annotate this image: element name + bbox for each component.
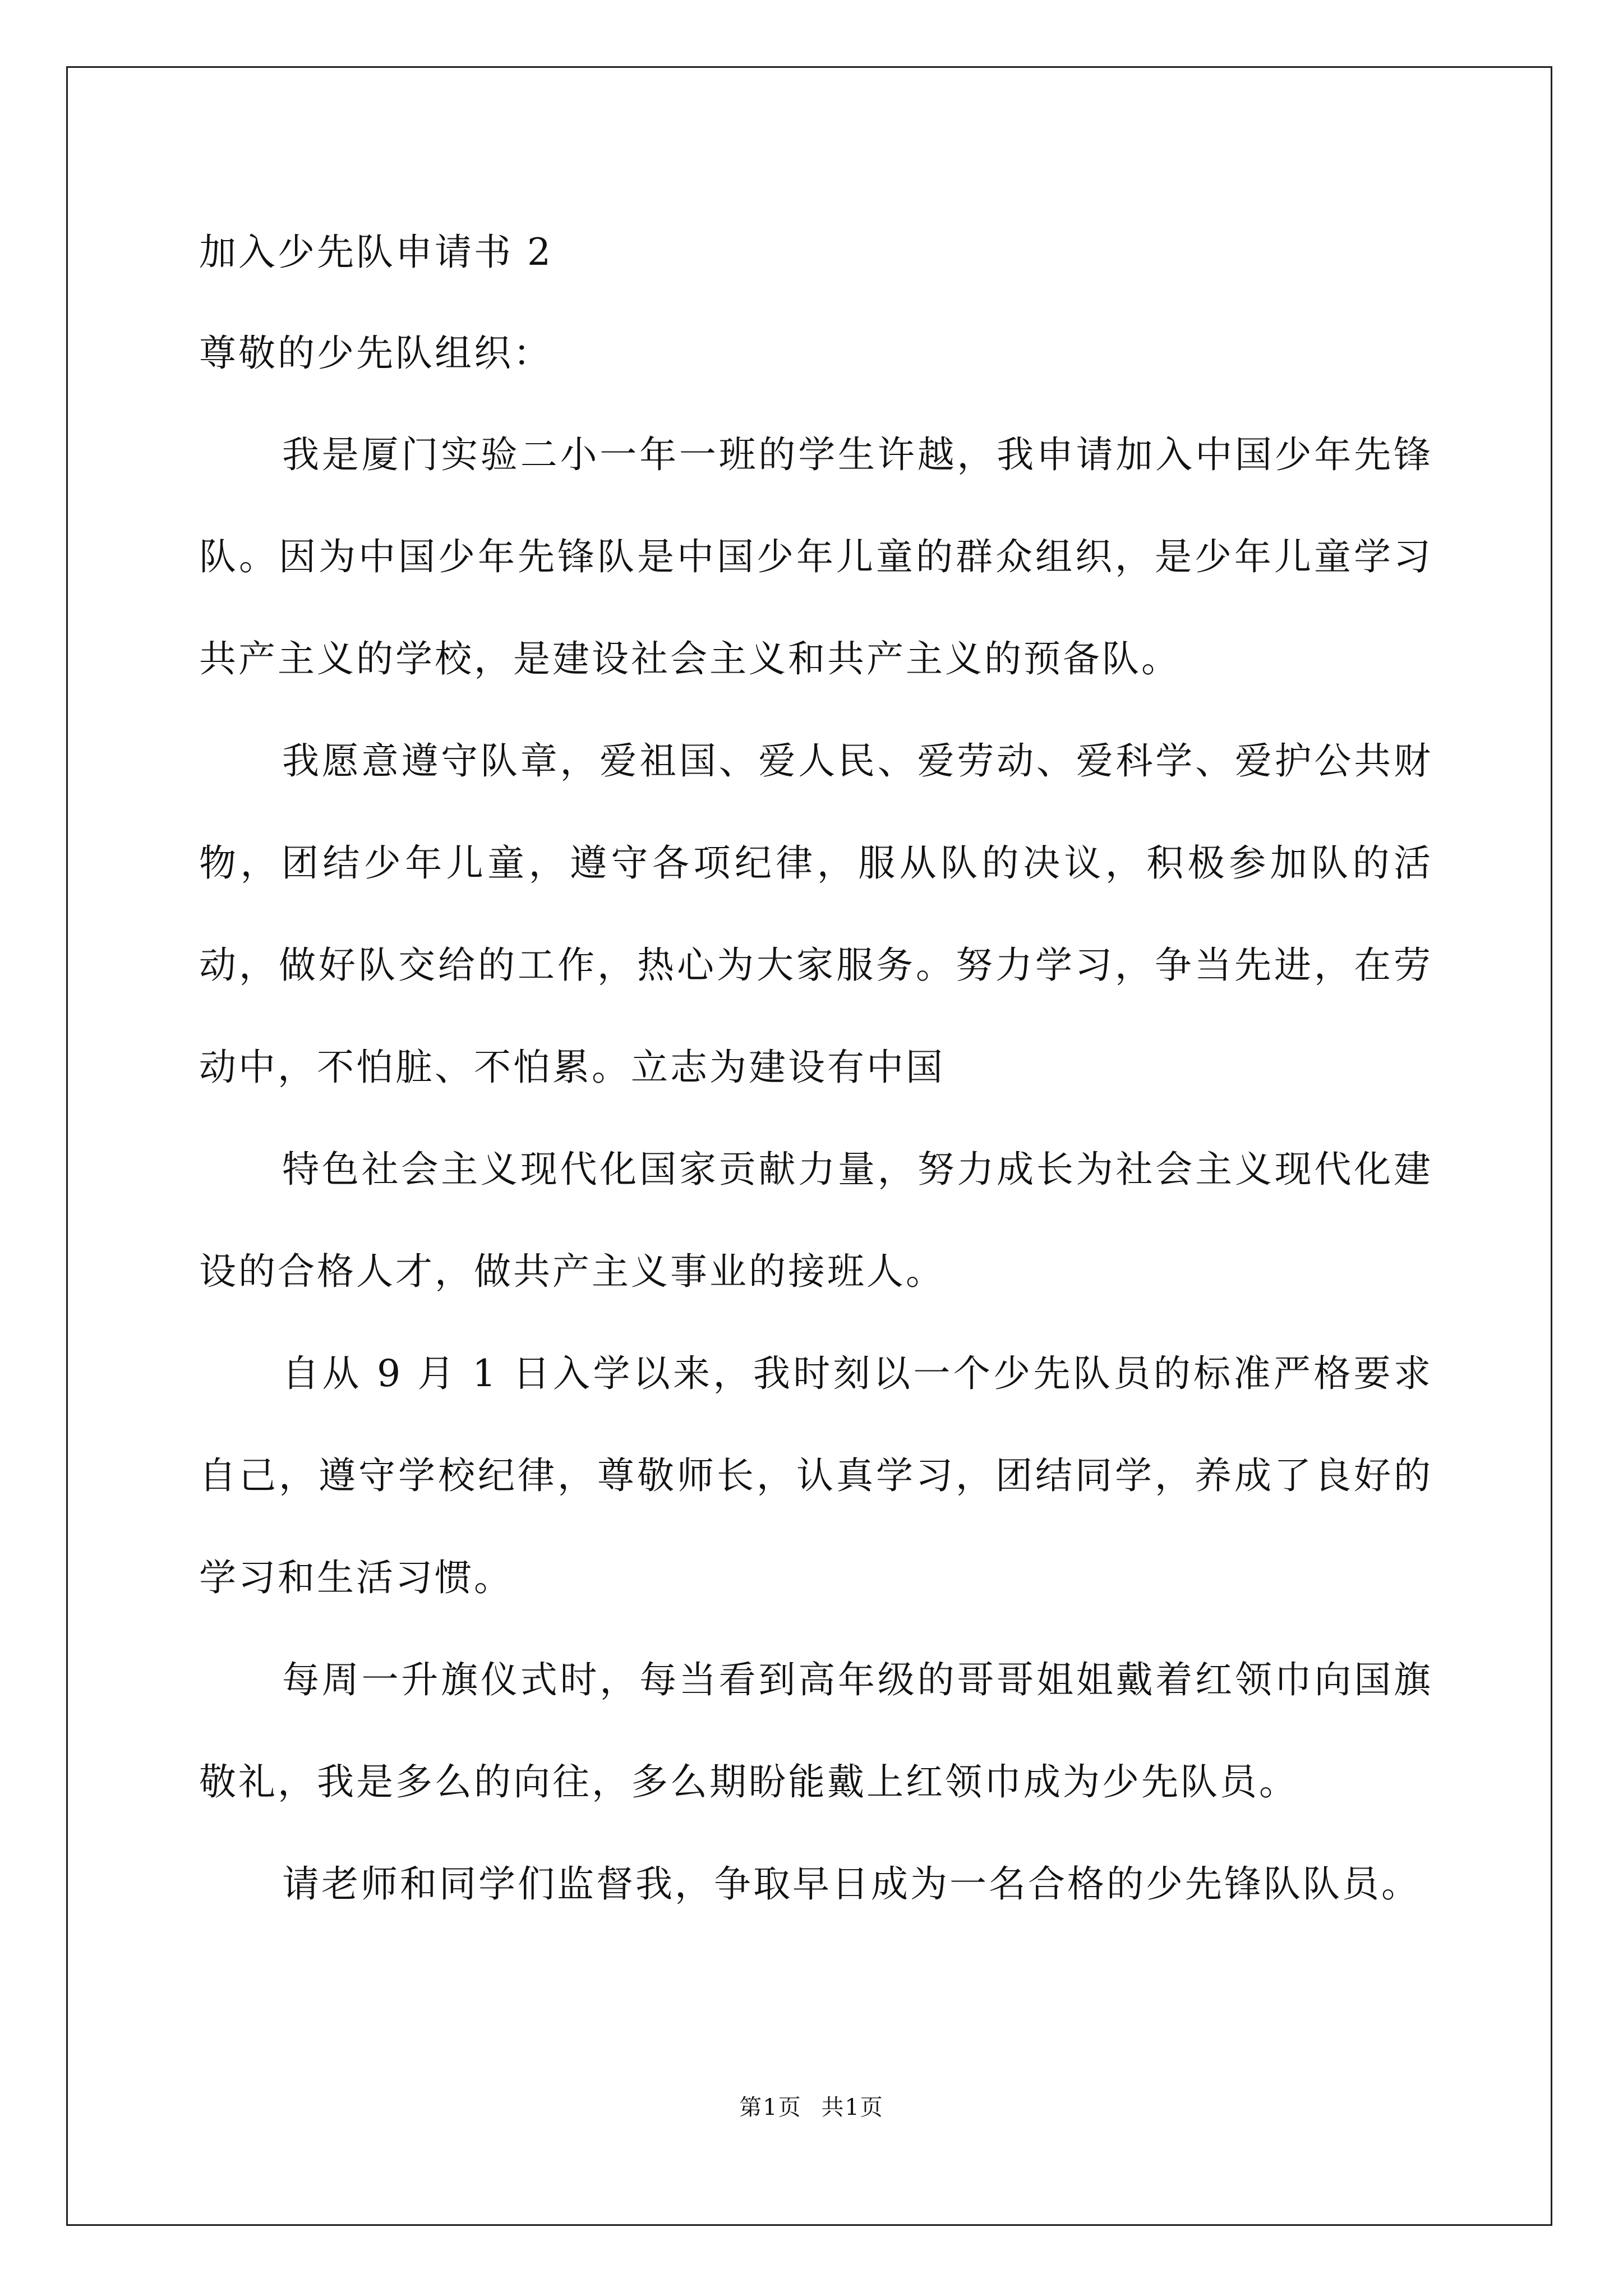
document-body	[199, 202, 1433, 1935]
page-total: 共1页	[821, 2095, 884, 2120]
document-title: 加入少先队申请书 2	[199, 231, 553, 274]
page-number: 第1页	[739, 2095, 802, 2120]
paragraph-4: 自从 9 月 1 日入学以来，我时刻以一个少先队员的标准严格要求自己，遵守学校纪律，尊敬师长，认真学习，团结同学，养成了良好的学习和生活习惯。	[199, 1352, 1433, 1599]
page-footer	[0, 2090, 1623, 2122]
paragraph-2: 我愿意遵守队章，爱祖国、爱人民、爱劳动、爱科学、爱护公共财物，团结少年儿童，遵守各项纪律，服从队的决议，积极参加队的活动，做好队交给的工作，热心为大家服务。努力学习，争当先进，在劳动中，不怕脏、不怕累。立志为建设有中国	[199, 739, 1433, 1089]
greeting: 尊敬的少先队组织：	[199, 332, 552, 375]
paragraph-6: 请老师和同学们监督我，争取早日成为一名合格的少先锋队队员。	[282, 1862, 1421, 1906]
paragraph-5: 每周一升旗仪式时，每当看到高年级的哥哥姐姐戴着红领巾向国旗敬礼，我是多么的向往，多么期盼能戴上红领巾成为少先队员。	[199, 1658, 1433, 1803]
paragraph-3: 特色社会主义现代化国家贡献力量，努力成长为社会主义现代化建设的合格人才，做共产主义事业的接班人。	[199, 1148, 1433, 1293]
paragraph-1: 我是厦门实验二小一年一班的学生许越，我申请加入中国少年先锋队。因为中国少年先锋队是中国少年儿童的群众组织，是少年儿童学习共产主义的学校，是建设社会主义和共产主义的预备队。	[199, 433, 1433, 680]
